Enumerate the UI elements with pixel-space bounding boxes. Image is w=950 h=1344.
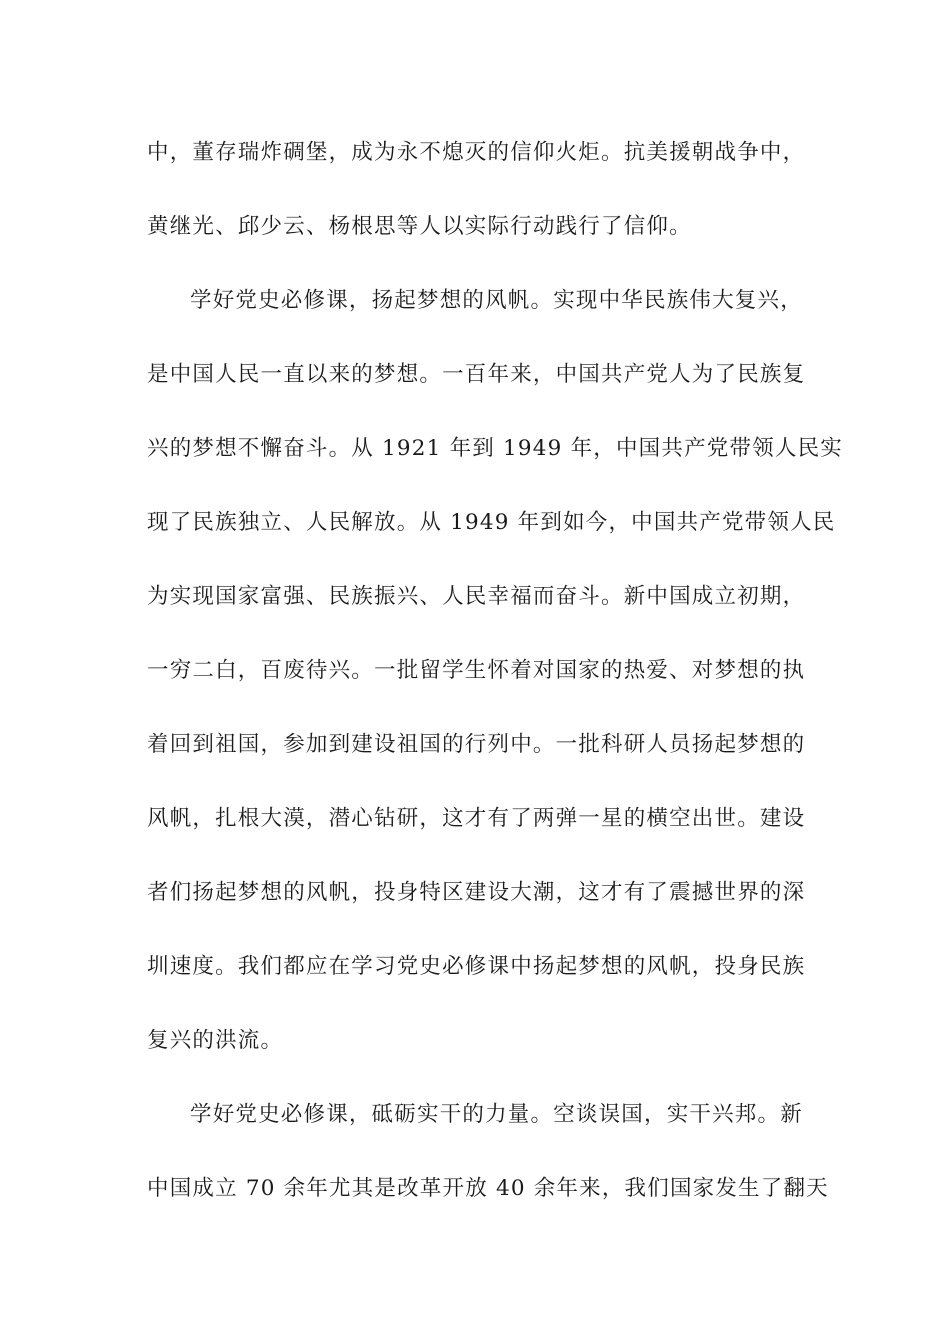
text-line: 中，董存瑞炸碉堡，成为永不熄灭的信仰火炬。抗美援朝战争中， <box>147 140 806 165</box>
text-line: 者们扬起梦想的风帆，投身特区建设大潮，这才有了震撼世界的深 <box>147 880 806 905</box>
text-line: 黄继光、邱少云、杨根思等人以实际行动践行了信仰。 <box>147 214 692 239</box>
paragraph-start-line: 学好党史必修课，砥砺实干的力量。空谈误国，实干兴邦。新 <box>190 1102 803 1127</box>
text-line: 是中国人民一直以来的梦想。一百年来，中国共产党人为了民族复 <box>147 362 806 387</box>
paragraph-start-line: 学好党史必修课，扬起梦想的风帆。实现中华民族伟大复兴， <box>190 288 803 313</box>
document-body <box>147 131 843 1241</box>
text-line: 一穷二白，百废待兴。一批留学生怀着对国家的热爱、对梦想的执 <box>147 658 806 683</box>
text-line: 为实现国家富强、民族振兴、人民幸福而奋斗。新中国成立初期， <box>147 584 806 609</box>
text-line: 中国成立 70 余年尤其是改革开放 40 余年来，我们国家发生了翻天 <box>147 1176 829 1201</box>
text-line: 风帆，扎根大漠，潜心钻研，这才有了两弹一星的横空出世。建设 <box>147 806 806 831</box>
text-line: 圳速度。我们都应在学习党史必修课中扬起梦想的风帆，投身民族 <box>147 954 806 979</box>
text-line: 现了民族独立、人民解放。从 1949 年到如今，中国共产党带领人民 <box>147 510 836 535</box>
text-line: 着回到祖国，参加到建设祖国的行列中。一批科研人员扬起梦想的 <box>147 732 806 757</box>
text-line: 复兴的洪流。 <box>147 1028 284 1053</box>
text-line: 兴的梦想不懈奋斗。从 1921 年到 1949 年，中国共产党带领人民实 <box>147 436 843 461</box>
